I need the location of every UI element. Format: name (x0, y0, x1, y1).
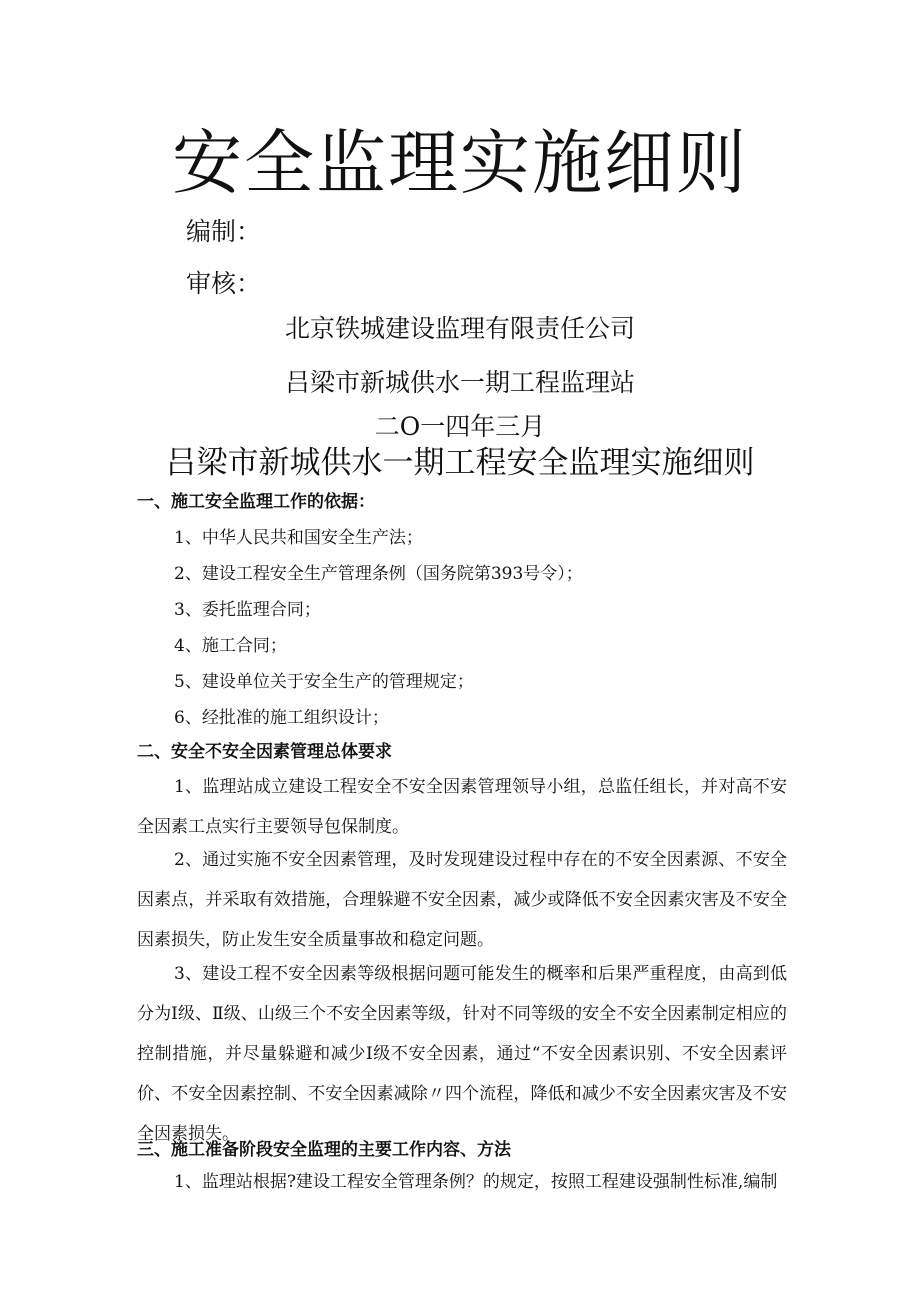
document-date: 二O一四年三月 (374, 412, 546, 441)
paragraph: 3、建设工程不安全因素等级根据问题可能发生的概率和后果严重程度，由高到低分为Ⅰ级、Ⅱ级、山级三个不安全因素等级，针对不同等级的安全不安全因素制定相应的控制措施，并尽量躲避和减少Ⅰ级不安全因素，通过“不安全因素识别、不安全因素评价、不安全因素控制、不安全因素减除〃四个流程，降低和减少不安全因素灾害及不安全因素损失。 (137, 964, 787, 1144)
list-item: 5、建设单位关于安全生产的管理规定； (174, 672, 474, 692)
section-heading: 三、施工准备阶段安全监理的主要工作内容、方法 (137, 1140, 511, 1160)
company-name: 北京铁城建设监理有限责任公司 (284, 314, 635, 343)
section-heading: 二、安全不安全因素管理总体要求 (137, 742, 392, 762)
compiled-by-label: 编制： (186, 217, 262, 246)
station-name: 吕梁市新城供水一期工程监理站 (284, 368, 635, 397)
paragraph: 1、监理站根据?建设工程安全管理条例？的规定，按照工程建设强制性标准,编制 (174, 1172, 778, 1192)
list-item: 4、施工合同； (174, 636, 287, 656)
reviewed-by-label: 审核： (186, 269, 262, 298)
list-item: 2、建设工程安全生产管理条例（国务院第393号令）； (174, 564, 583, 584)
section-heading: 一、施工安全监理工作的依据： (137, 492, 375, 512)
sub-title: 吕梁市新城供水一期工程安全监理实施细则 (165, 445, 755, 481)
list-item: 3、委托监理合同； (174, 600, 321, 620)
paragraph: 1、监理站成立建设工程安全不安全因素管理领导小组，总监任组长，并对高不安全因素工点实行主要领导包保制度。 (137, 777, 787, 837)
paragraph: 2、通过实施不安全因素管理，及时发现建设过程中存在的不安全因素源、不安全因素点，并采取有效措施，合理躲避不安全因素，减少或降低不安全因素灾害及不安全因素损失，防止发生安全质量事故和稳定问题。 (137, 850, 787, 950)
list-item: 1、中华人民共和国安全生产法； (174, 528, 423, 548)
main-title: 安全监理实施细则 (172, 122, 748, 204)
list-item: 6、经批准的施工组织设计； (174, 708, 389, 728)
